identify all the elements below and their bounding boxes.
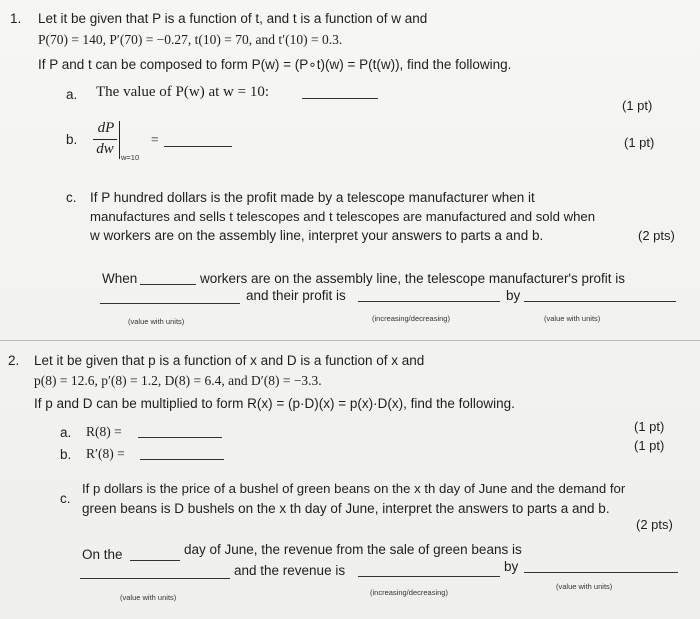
q1b-fraction-bar bbox=[93, 139, 117, 140]
q2c-points: (2 pts) bbox=[636, 517, 673, 532]
q1b-points: (1 pt) bbox=[624, 135, 655, 150]
q1-fill-sentence: workers are on the assembly line, the telescope manufacturer's profit is bbox=[200, 271, 626, 286]
q1b-denominator: dw bbox=[96, 141, 114, 157]
q1b-evaluation-bar bbox=[119, 121, 120, 159]
q1-incdec-blank[interactable] bbox=[358, 301, 500, 302]
q2c-line2: green beans is D bushels on the x th day of June, interpret the answers to parts a and b. bbox=[82, 501, 610, 516]
q1-intro-line1: Let it be given that P is a function of t, and t is a function of w and bbox=[38, 11, 428, 26]
q2-hint-increasing-decreasing: (increasing/decreasing) bbox=[370, 588, 448, 597]
q2b-prompt: R′(8) = bbox=[86, 446, 125, 461]
q2-incdec-blank[interactable] bbox=[358, 576, 500, 577]
q1b-answer-blank[interactable] bbox=[164, 146, 232, 147]
q1-fill-and-profit: and their profit is bbox=[246, 288, 346, 303]
q2-number: 2. bbox=[8, 353, 20, 368]
q1-given-values: P(70) = 140, P′(70) = −0.27, t(10) = 70, and t′(10) = 0.3. bbox=[38, 32, 343, 47]
q2b-points: (1 pt) bbox=[634, 438, 665, 453]
q2b-answer-blank[interactable] bbox=[140, 459, 224, 460]
q1-fill-by: by bbox=[506, 288, 521, 303]
q1c-label: c. bbox=[66, 190, 77, 205]
q2-intro-line1: Let it be given that p is a function of x and D is a function of x and bbox=[34, 353, 425, 368]
q1-hint-increasing-decreasing: (increasing/decreasing) bbox=[372, 314, 450, 323]
q2-day-blank[interactable] bbox=[130, 560, 180, 561]
q1c-points: (2 pts) bbox=[638, 228, 675, 243]
section-divider bbox=[0, 340, 700, 341]
q1-hint-value-units-2: (value with units) bbox=[544, 314, 601, 323]
q1b-evaluation-point: w=10 bbox=[121, 153, 140, 162]
q2-fill-and-revenue: and the revenue is bbox=[234, 563, 346, 578]
q2a-points: (1 pt) bbox=[634, 419, 665, 434]
q1-fill-when: When bbox=[102, 271, 138, 286]
q1c-line3: w workers are on the assembly line, interpret your answers to parts a and b. bbox=[90, 228, 544, 243]
q1b-label: b. bbox=[66, 132, 78, 147]
q2-product-statement: If p and D can be multiplied to form R(x) = (p·D)(x) = p(x)·D(x), find the following. bbox=[34, 396, 515, 411]
q1a-prompt: The value of P(w) at w = 10: bbox=[96, 84, 269, 100]
q2-fill-sentence: day of June, the revenue from the sale of green beans is bbox=[184, 542, 522, 557]
q1b-numerator: dP bbox=[97, 120, 115, 136]
q1a-answer-blank[interactable] bbox=[302, 98, 378, 99]
q1c-line1: If P hundred dollars is the profit made by a telescope manufacturer when it bbox=[90, 190, 535, 205]
q2a-label: a. bbox=[60, 425, 72, 440]
q2-revenue-value-blank[interactable] bbox=[80, 578, 230, 579]
q2-hint-value-units-2: (value with units) bbox=[556, 582, 613, 591]
q2-fill-by: by bbox=[504, 559, 519, 574]
q1-number: 1. bbox=[10, 11, 22, 26]
q1-workers-blank[interactable] bbox=[140, 284, 196, 285]
q2-change-blank[interactable] bbox=[524, 572, 678, 573]
q1-profit-value-blank[interactable] bbox=[100, 303, 240, 304]
q2c-label: c. bbox=[60, 491, 71, 506]
q2b-label: b. bbox=[60, 447, 72, 462]
q1c-line2: manufactures and sells t telescopes and t telescopes are manufactured and sold when bbox=[90, 209, 596, 224]
q2a-prompt: R(8) = bbox=[86, 424, 122, 439]
q2-hint-value-units: (value with units) bbox=[120, 593, 177, 602]
q2-fill-on: On the bbox=[82, 547, 123, 562]
q1-change-blank[interactable] bbox=[524, 301, 676, 302]
q2a-answer-blank[interactable] bbox=[138, 437, 222, 438]
q2-given-values: p(8) = 12.6, p′(8) = 1.2, D(8) = 6.4, and D′(8) = −3.3. bbox=[34, 373, 322, 388]
q1a-points: (1 pt) bbox=[622, 98, 653, 113]
q1-hint-value-units: (value with units) bbox=[128, 317, 185, 326]
q1b-equals: = bbox=[151, 132, 159, 147]
q1a-label: a. bbox=[66, 87, 78, 102]
q2c-line1: If p dollars is the price of a bushel of green beans on the x th day of June and the demand for bbox=[82, 481, 626, 496]
q1-composition-statement: If P and t can be composed to form P(w) = (P∘t)(w) = P(t(w)), find the following. bbox=[38, 57, 512, 72]
